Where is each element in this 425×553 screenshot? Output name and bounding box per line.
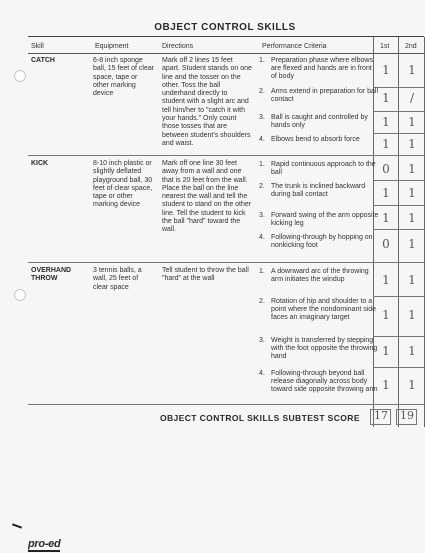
score-trial2: 1 (408, 237, 416, 251)
equipment-throw: 3 tennis balls, a wall, 25 feet of clear space (93, 267, 142, 291)
subtest-score-label: OBJECT CONTROL SKILLS SUBTEST SCORE (160, 413, 360, 423)
header-criteria: Performance Criteria (262, 43, 327, 50)
section-divider (28, 155, 424, 156)
skill-overhand-throw: OVERHAND THROW (31, 267, 72, 282)
section-divider (28, 404, 424, 405)
equipment-catch: 6-8 inch sponge ball, 15 feet of clear space, tape or other marking device (93, 57, 155, 98)
binder-hole (14, 289, 26, 301)
score-divider (373, 367, 424, 368)
score-divider (373, 296, 424, 297)
criterion: 1. A downward arc of the throwing arm initiates the windup (259, 268, 369, 284)
score-trial1: 1 (382, 344, 390, 358)
page-title: OBJECT CONTROL SKILLS (154, 22, 296, 33)
header-skill: Skill (31, 43, 44, 50)
criterion: 3. Forward swing of the arm opposite kicking leg (259, 212, 379, 228)
criterion: 2. Rotation of hip and shoulder to a point where the nondominant side faces an imaginary target (259, 298, 377, 322)
subtest-score-second: 19 (400, 409, 414, 422)
criterion: 1. Rapid continuous approach to the ball (259, 161, 376, 177)
score-divider (373, 229, 424, 230)
score-divider (373, 87, 424, 88)
score-divider (373, 205, 424, 206)
criterion: 2. Arms extend in preparation for ball contact (259, 88, 378, 104)
header-equipment: Equipment (95, 43, 129, 50)
score-trial1: 1 (382, 63, 390, 77)
score-trial2: 1 (408, 211, 416, 225)
score-trial2: 1 (408, 344, 416, 358)
score-trial2: 1 (408, 162, 416, 176)
score-trial2: 1 (408, 378, 416, 392)
header-second: 2nd (405, 43, 417, 50)
criterion: 4. Following-through by hopping on nonkicking foot (259, 234, 373, 250)
score-trial2: 1 (408, 137, 416, 151)
title-rule (28, 36, 424, 37)
criterion: 3. Weight is transferred by stepping with the foot opposite the throwing hand (259, 337, 378, 361)
registration-mark (12, 523, 22, 528)
directions-throw: Tell student to throw the ball "hard" at the wall (162, 267, 249, 283)
score-trial1: 1 (382, 115, 390, 129)
binder-hole (14, 70, 26, 82)
criterion: 2. The trunk is inclined backward during ball contact (259, 183, 366, 199)
criterion: 4. Following-through beyond ball release diagonally across body toward side opposite throwing arm (259, 370, 378, 394)
skill-catch: CATCH (31, 57, 55, 64)
criterion: 1. Preparation phase where elbows are flexed and hands are in front of body (259, 57, 373, 81)
section-divider (28, 262, 424, 263)
score-trial2: 1 (408, 308, 416, 322)
score-trial2: 1 (408, 115, 416, 129)
score-divider (373, 180, 424, 181)
subtest-score-first: 17 (374, 409, 388, 422)
score-trial2: 1 (408, 186, 416, 200)
header-first: 1st (380, 43, 390, 50)
score-trial2: 1 (408, 63, 416, 77)
header-rule (28, 53, 424, 54)
score-trial2: / (409, 91, 415, 105)
score-divider (373, 336, 424, 337)
score-trial1: 1 (382, 308, 390, 322)
score-trial1: 1 (382, 91, 390, 105)
skill-kick: KICK (31, 160, 49, 167)
criterion: 3. Ball is caught and controlled by hands only (259, 114, 368, 130)
score-trial1: 0 (382, 162, 390, 176)
score-trial1: 1 (382, 137, 390, 151)
score-divider (373, 111, 424, 112)
score-trial1: 1 (382, 186, 390, 200)
score-trial1: 1 (382, 211, 390, 225)
directions-catch: Mark off 2 lines 15 feet apart. Student stands on one line and the tosser on the other. Toss the ball underhand directly to student with a slight arc and tell him/her to "catch it with your hands." Only count those tosses that are between student's shoulders and waist. (162, 57, 252, 147)
directions-kick: Mark off one line 30 feet away from a wall and one that is 20 feet from the wall. Place the ball on the line nearest the wall and tell the student to stand on the other line. Tell the student to kick the ball "hard" toward the wall. (162, 160, 252, 234)
column-divider (398, 37, 399, 427)
criterion: 4. Elbows bend to absorb force (259, 136, 360, 143)
score-trial1: 0 (382, 237, 390, 251)
score-trial2: 1 (408, 273, 416, 287)
score-trial1: 1 (382, 273, 390, 287)
score-divider (373, 133, 424, 134)
score-trial1: 1 (382, 378, 390, 392)
publisher-logo: pro-ed (28, 538, 61, 550)
equipment-kick: 8-10 inch plastic or slightly deflated playground ball, 30 feet of clear space, tape or other marking device (93, 160, 153, 209)
header-directions: Directions (162, 43, 194, 50)
